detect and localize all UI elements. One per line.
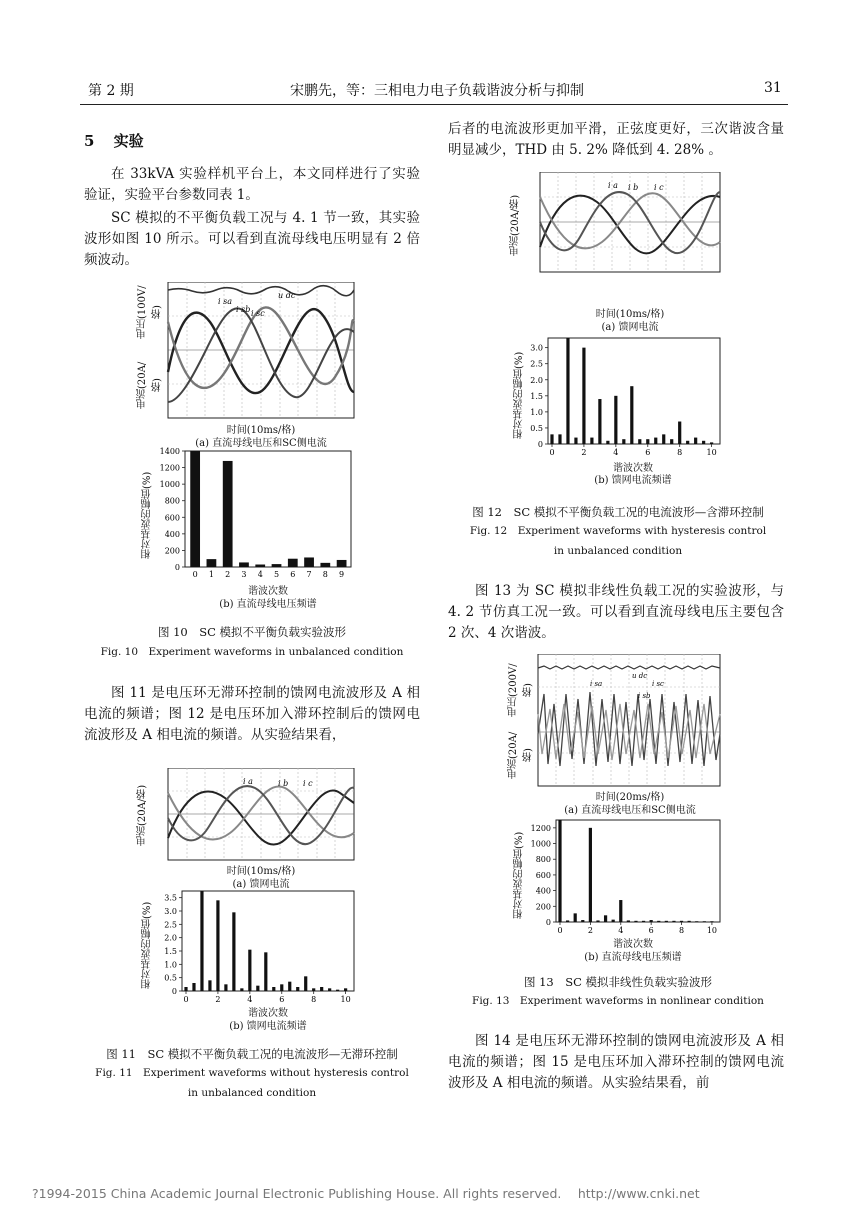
- page-number: 31: [764, 80, 782, 96]
- fig13-sub-b: (b) 直流母线电压频谱: [584, 952, 682, 963]
- fig12-ytick-label: 0: [537, 440, 543, 449]
- fig12-bar-chart: [520, 334, 724, 458]
- fig10-ytick-label: 0: [174, 563, 180, 572]
- fig11-xtick-label: 4: [247, 995, 253, 1004]
- fig13-bar: [688, 921, 691, 922]
- fig11-bar: [288, 982, 291, 991]
- fig11-tag-ib: i b: [278, 779, 289, 788]
- fig12-ytick-label: 2.5: [530, 359, 543, 369]
- fig12-ytick-label: 0.5: [530, 423, 543, 433]
- fig12-xtick-label: 6: [645, 448, 651, 457]
- fig10-bar: [288, 559, 298, 567]
- fig10-bar: [190, 451, 200, 567]
- fig11-waveform-svg: [150, 768, 362, 864]
- fig11-bar: [296, 987, 299, 991]
- fig13-ytick-label: 1000: [530, 839, 551, 849]
- fig10-xtick-label: 9: [339, 570, 345, 579]
- fig13-ylabel-bottom: 电流(20A/格): [508, 731, 534, 779]
- fig13-xtick-label: 6: [648, 926, 654, 935]
- fig10-bar-xlabel: 谐波次数: [248, 586, 288, 597]
- fig12-plot-frame: [548, 338, 720, 444]
- fig10-bar: [255, 565, 265, 567]
- fig11-xtick-label: 10: [340, 995, 351, 1004]
- fig12-bar: [614, 396, 617, 444]
- fig12-bar: [582, 348, 585, 444]
- fig13-xlabel: 时间(20ms/格): [595, 792, 665, 803]
- fig10-waveform-svg: [150, 282, 362, 422]
- fig13-plot-frame: [556, 820, 720, 922]
- fig13-ytick-label: 0: [545, 918, 551, 927]
- fig13-tag-isa: i sa: [590, 680, 603, 688]
- fig10-xtick-label: 8: [322, 570, 328, 579]
- fig12-xtick-label: 0: [549, 448, 555, 457]
- fig11-sub-a: (a) 馈网电流: [232, 879, 290, 890]
- fig12-bar: [638, 439, 641, 444]
- fig11-caption-en-1: Fig. 11 Experiment waveforms without hysteresis control: [95, 1067, 409, 1079]
- fig12-ytick-label: 1.0: [530, 407, 543, 417]
- fig10-xtick-label: 7: [306, 570, 312, 579]
- fig10-ytick-label: 400: [164, 529, 180, 539]
- fig11-ytick-label: 3.0: [164, 907, 177, 916]
- paragraph: SC 模拟的不平衡负载工况与 4. 1 节一致，其实验波形如图 10 所示。可以看到直流母线电压明显有 2 倍频波动。: [84, 210, 420, 268]
- fig12-bar: [678, 422, 681, 444]
- fig12-bar: [662, 434, 665, 444]
- fig11-ytick-label: 1.0: [164, 960, 177, 970]
- fig11-bar-ylabel: 相对基波的幅值(%): [142, 901, 153, 989]
- fig11-bar: [344, 988, 347, 991]
- fig13-bar: [604, 915, 607, 922]
- fig12-bar: [646, 439, 649, 444]
- fig10-xtick-label: 1: [208, 570, 214, 579]
- fig13-bar: [627, 920, 630, 922]
- fig12-xtick-label: 2: [581, 448, 587, 457]
- fig12-tag-ib: i b: [628, 183, 639, 192]
- fig13-bar: [581, 920, 584, 922]
- fig10-ytick-label: 1400: [159, 447, 180, 456]
- fig12-waveform: [522, 172, 722, 276]
- fig11-xlabel: 时间(10ms/格): [226, 866, 296, 877]
- fig10-bar-svg: [145, 447, 360, 597]
- fig12-bar: [630, 386, 633, 444]
- fig13-bar: [589, 828, 592, 922]
- fig13-sub-a: (a) 直流母线电压和SC侧电流: [564, 805, 696, 816]
- fig10-bar-ylabel: 相对基波的幅值(%): [142, 471, 153, 559]
- fig13-ylabel-top: 电压(200V/格): [508, 663, 534, 717]
- fig12-tag-ic: i c: [654, 183, 664, 192]
- fig12-caption-zh: 图 12 SC 模拟不平衡负载工况的电流波形—含滞环控制: [472, 505, 764, 519]
- fig11-plot-frame: [182, 891, 354, 991]
- fig12-caption-en-2: in unbalanced condition: [553, 545, 683, 557]
- fig13-bar: [558, 820, 561, 922]
- fig12-sub-a: (a) 馈网电流: [601, 322, 659, 333]
- fig12-bar-svg: [520, 334, 724, 458]
- fig13-caption-zh: 图 13 SC 模拟非线性负载实验波形: [523, 975, 713, 989]
- section-heading: [84, 130, 144, 151]
- copyright-footer: ?1994-2015 China Academic Journal Electronic Publishing House. All rights reserved. http://www.cnki.net: [32, 1186, 700, 1201]
- fig11-xtick-label: 0: [183, 995, 189, 1004]
- fig12-bar: [566, 338, 569, 444]
- fig11-bar: [232, 912, 235, 991]
- fig12-bar: [622, 439, 625, 444]
- fig11-ytick-label: 1.5: [164, 947, 177, 956]
- fig11-bar: [200, 891, 203, 991]
- fig10-ytick-label: 600: [164, 513, 180, 523]
- fig10-ytick-label: 1000: [159, 480, 180, 490]
- fig11-bar-svg: [150, 887, 362, 1007]
- fig13-bar: [596, 920, 599, 922]
- fig12-xtick-label: 4: [613, 448, 619, 457]
- fig10-bar: [337, 560, 347, 567]
- fig12-ytick-label: 1.5: [530, 391, 543, 401]
- fig10-waveform: [150, 282, 362, 422]
- fig10-bar: [304, 557, 314, 567]
- fig11-ylabel: 电流(20A/格): [137, 784, 148, 846]
- fig12-bar: [654, 438, 657, 444]
- fig11-bar: [224, 984, 227, 991]
- fig11-sub-b: (b) 馈网电流频谱: [229, 1021, 307, 1032]
- section-title: 实验: [113, 132, 144, 150]
- fig12-bar-ylabel: 相对基波的幅值(%): [514, 351, 525, 439]
- issue-number: 第 2 期: [88, 83, 134, 99]
- fig13-bar-chart: [520, 816, 724, 940]
- fig13-ytick-label: 200: [535, 902, 551, 912]
- fig10-xlabel: 时间(10ms/格): [226, 425, 296, 436]
- fig12-bar: [670, 439, 673, 444]
- fig12-bar: [550, 434, 553, 444]
- fig13-bar: [634, 921, 637, 922]
- fig13-bar: [566, 920, 569, 922]
- running-title: 宋鹏先，等：三相电力电子负载谐波分析与抑制: [290, 83, 584, 99]
- fig12-ylabel: 电流(20A/格): [510, 194, 521, 256]
- paragraph: 在 33kVA 实验样机平台上，本文同样进行了实验验证，实验平台参数同表 1。: [84, 166, 420, 203]
- fig11-ytick-label: 0: [171, 987, 177, 996]
- fig13-bar-xlabel: 谐波次数: [613, 939, 653, 950]
- fig11-bar: [248, 950, 251, 991]
- fig10-xtick-label: 0: [192, 570, 198, 579]
- fig11-xtick-label: 2: [215, 995, 221, 1004]
- fig11-xtick-label: 6: [279, 995, 285, 1004]
- fig13-ytick-label: 800: [535, 855, 551, 865]
- fig11-bar: [272, 987, 275, 991]
- fig13-bar: [665, 921, 668, 922]
- fig10-bar: [320, 563, 330, 567]
- fig12-xlabel: 时间(10ms/格): [595, 309, 665, 320]
- fig12-bar: [606, 441, 609, 444]
- fig11-ytick-label: 0.5: [164, 973, 177, 983]
- fig10-bar: [223, 461, 233, 567]
- fig10-xtick-label: 4: [257, 570, 263, 579]
- fig11-bar: [264, 952, 267, 991]
- fig11-bar: [280, 984, 283, 991]
- fig11-bar-chart: [150, 887, 362, 1007]
- fig11-caption-en-2: in unbalanced condition: [187, 1087, 317, 1099]
- paragraph: 图 14 是电压环无滞环控制的馈网电流波形及 A 相电流的频谱；图 15 是电压环加入滞环控制的馈网电流波形及 A 相电流的频谱。从实验结果看，前: [448, 1033, 784, 1091]
- fig13-xtick-label: 4: [618, 926, 624, 935]
- fig11-ytick-label: 2.0: [164, 933, 177, 943]
- fig12-bar: [558, 434, 561, 444]
- fig11-tag-ic: i c: [303, 779, 313, 788]
- fig10-tag-isa: i sa: [218, 297, 232, 306]
- fig10-sub-b: (b) 直流母线电压频谱: [219, 599, 317, 610]
- fig12-bar: [590, 438, 593, 444]
- fig10-ytick-label: 800: [164, 496, 180, 506]
- fig10-ylabel-bottom: 电流(20A/格): [137, 361, 163, 409]
- fig11-bar: [184, 987, 187, 991]
- fig11-bar: [336, 990, 339, 991]
- fig11-bar: [208, 980, 211, 991]
- fig13-bar: [650, 920, 653, 922]
- fig11-bar: [192, 983, 195, 991]
- fig10-bar-chart: [145, 447, 360, 597]
- fig11-xtick-label: 8: [311, 995, 317, 1004]
- fig13-bar: [672, 921, 675, 922]
- fig13-xtick-label: 8: [678, 926, 685, 935]
- fig11-bar: [240, 988, 243, 991]
- fig12-bar: [710, 442, 713, 444]
- fig10-tag-udc: u dc: [278, 291, 296, 300]
- fig12-sub-b: (b) 馈网电流频谱: [594, 475, 672, 486]
- fig13-ytick-label: 400: [535, 886, 551, 896]
- fig13-xtick-label: 10: [706, 926, 718, 935]
- fig13-caption-en: Fig. 13 Experiment waveforms in nonlinear condition: [472, 995, 764, 1007]
- fig11-waveform: [150, 768, 362, 864]
- fig13-waveform: [520, 654, 724, 788]
- section-number: 5: [84, 132, 95, 150]
- fig13-ytick-label: 1200: [530, 823, 551, 833]
- fig10-xtick-label: 6: [290, 570, 296, 579]
- fig13-bar-svg: [520, 816, 724, 940]
- fig10-sub-a: (a) 直流母线电压和SC侧电流: [195, 438, 327, 449]
- fig13-bar: [710, 921, 713, 922]
- fig11-bar-xlabel: 谐波次数: [248, 1008, 288, 1019]
- fig12-bar: [686, 441, 689, 444]
- fig13-waveform-svg: [520, 654, 724, 788]
- fig13-tag-isb: i sb: [638, 692, 651, 700]
- paragraph: 后者的电流波形更加平滑，正弦度更好，三次谐波含量明显减少，THD 由 5. 2% 降低到 4. 28% 。: [448, 121, 784, 158]
- fig10-xtick-label: 2: [225, 570, 231, 579]
- fig12-tag-ia: i a: [608, 181, 618, 190]
- fig11-bar: [328, 988, 331, 991]
- fig13-bar: [574, 913, 577, 922]
- fig10-ylabel-top: 电压(100V/格): [137, 285, 163, 339]
- header-rule: [80, 104, 788, 105]
- fig11-bar: [312, 988, 315, 991]
- fig11-ytick-label: 2.5: [164, 920, 177, 930]
- fig13-bar: [642, 921, 645, 922]
- fig10-xtick-label: 5: [273, 570, 280, 579]
- fig10-bar: [207, 559, 217, 567]
- paragraph: 图 13 为 SC 模拟非线性负载工况的实验波形，与 4. 2 节仿真工况一致。可以看到直流母线电压主要包含 2 次、4 次谐波。: [448, 583, 784, 641]
- fig12-bar: [694, 438, 697, 444]
- fig12-ytick-label: 2.0: [530, 375, 543, 385]
- fig13-bar: [657, 921, 660, 922]
- paragraph: 图 11 是电压环无滞环控制的馈网电流波形及 A 相电流的频谱；图 12 是电压环加入滞环控制后的馈网电流波形及 A 相电流的频谱。从实验结果看，: [84, 685, 420, 743]
- fig11-tag-ia: i a: [243, 777, 253, 786]
- fig10-bar: [272, 564, 282, 567]
- fig13-bar: [612, 920, 615, 922]
- fig12-caption-en-1: Fig. 12 Experiment waveforms with hysteresis control: [469, 525, 767, 537]
- fig12-bar-xlabel: 谐波次数: [613, 463, 653, 474]
- fig13-tag-isc: i sc: [652, 680, 664, 688]
- fig10-plot-frame: [185, 451, 351, 567]
- fig10-ytick-label: 200: [164, 546, 180, 556]
- fig12-waveform-svg: [522, 172, 722, 276]
- fig11-bar: [216, 900, 219, 991]
- fig12-ytick-label: 3.0: [530, 343, 543, 353]
- fig12-xtick-label: 8: [677, 448, 683, 457]
- fig11-caption-zh: 图 11 SC 模拟不平衡负载工况的电流波形—无滞环控制: [106, 1047, 398, 1061]
- fig10-ytick-label: 1200: [159, 463, 180, 473]
- fig10-xtick-label: 3: [241, 570, 247, 579]
- fig13-tag-udc: u dc: [632, 672, 648, 680]
- fig10-tag-isb: i sb: [236, 305, 251, 314]
- fig11-bar: [320, 987, 323, 991]
- fig13-xtick-label: 0: [557, 926, 563, 935]
- fig13-bar-ylabel: 相对基波的幅值(%): [514, 831, 525, 919]
- fig11-bar: [304, 976, 307, 991]
- fig11-ytick-label: 3.5: [164, 893, 177, 903]
- fig13-bar: [619, 900, 622, 922]
- fig10-bar: [239, 562, 249, 567]
- fig10-tag-isc: i sc: [251, 309, 265, 318]
- fig13-bar: [695, 921, 698, 922]
- fig10-caption-en: Fig. 10 Experiment waveforms in unbalanced condition: [100, 646, 404, 658]
- fig12-bar: [598, 399, 601, 444]
- fig12-bar: [574, 438, 577, 444]
- fig12-bar: [702, 441, 705, 444]
- fig11-bar: [256, 986, 259, 991]
- fig12-xtick-label: 10: [706, 448, 717, 457]
- fig13-bar: [703, 921, 706, 922]
- fig13-xtick-label: 2: [587, 926, 593, 935]
- fig13-bar: [680, 921, 683, 922]
- fig13-ytick-label: 600: [535, 870, 551, 880]
- fig10-caption-zh: 图 10 SC 模拟不平衡负载实验波形: [157, 625, 347, 639]
